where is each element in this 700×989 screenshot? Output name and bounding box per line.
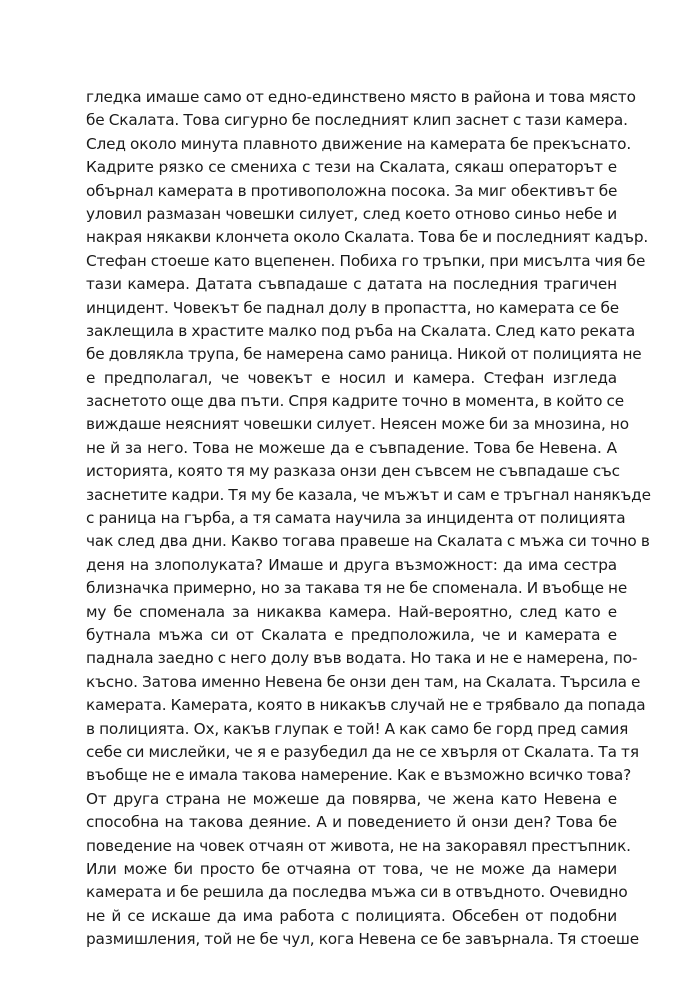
text-line: заснетите кадри. Тя му бе казала, че мъжът и сам е тръгнал нанякъде [86,485,651,504]
text-line: гледка имаше само от едно-единствено място в района и това място [86,88,636,106]
text-line: близначка примерно, но за такава тя не бе споменала. И въобще не [86,579,628,598]
text-line: Стефан стоеше като вцепенен. Побиха го тръпки, при мисълта чия бе [86,251,646,270]
text-line: тази камера. Датата съвпадаше с датата на последния трагичен [86,275,617,294]
text-line: заклещила в храстите малко под ръба на Скалата. След като реката [86,321,636,340]
text-line: накрая някакви клончета около Скалата. Това бе и последният кадър. [86,228,649,247]
text-line: с раница на гърба, а тя самата научила за инцидента от полицията [86,509,626,528]
text-line: поведение на човек отчаян от живота, не на закоравял престъпник. [86,836,631,855]
text-line: виждаше неясният човешки силует. Неясен може би за мнозина, но [86,415,629,434]
text-line: му бе споменала за никаква камера. Най-вероятно, след като е [86,602,617,621]
text-line: чак след два дни. Какво тогава правеше на Скалата с мъжа си точно в [86,532,650,551]
text-line: От друга страна не можеше да повярва, че жена като Невена е [86,789,617,808]
text-line: в полицията. Ох, какъв глупак е той! А как само бе горд пред самия [86,719,629,738]
body-text [86,86,651,951]
text-line: След около минута плавното движение на камерата бе прекъснато. [86,134,632,153]
text-line: уловил размазан човешки силует, след което отново синьо небе и [86,204,617,223]
text-line: камерата и бе решила да последва мъжа си в отвъдното. Очевидно [86,883,628,902]
text-line: бе Скалата. Това сигурно бе последният клип заснет с тази камера. [86,111,628,130]
text-line: Или може би просто бе отчаяна от това, че не може да намери [86,859,617,878]
text-line: късно. Затова именно Невена бе онзи ден там, на Скалата. Търсила е [86,672,641,691]
text-line: паднала заедно с него долу във водата. Но така и не е намерена, по- [86,649,638,668]
text-line: Кадрите рязко се смениха с тези на Скалата, сякаш операторът е [86,158,617,177]
text-line: не й за него. Това не можеше да е съвпадение. Това бе Невена. А [86,438,617,457]
text-line: камерата. Камерата, която в никакъв случай не е трябвало да попада [86,696,646,715]
text-line: бе довлякла трупа, бе намерена само раница. Никой от полицията не [86,345,642,364]
text-line: деня на злополуката? Имаше и друга възможност: да има сестра [86,555,617,574]
text-line: инцидент. Човекът бе паднал долу в пропастта, но камерата се бе [86,298,620,317]
text-line: бутнала мъжа си от Скалата е предположила, че и камерата е [86,625,617,644]
text-line: себе си мислейки, че я е разубедил да не се хвърля от Скалата. Та тя [86,742,639,761]
text-line: размишления, той не бе чул, кога Невена се бе завърнала. Тя стоеше [86,930,640,949]
text-line: историята, която тя му разказа онзи ден съвсем не съвпадаше със [86,462,620,481]
text-line: не й се искаше да има работа с полицията. Обсебен от подобни [86,906,617,925]
text-line: е предполагал, че човекът е носил и камера. Стефан изгледа [86,368,617,387]
text-line: заснетото още два пъти. Спря кадрите точно в момента, в който се [86,392,625,411]
text-line: способна на такова деяние. А и поведението й онзи ден? Това бе [86,813,617,832]
text-line: обърнал камерата в противоположна посока. За миг обективът бе [86,181,618,200]
text-line: въобще не е имала такова намерение. Как е възможно всичко това? [86,766,632,785]
